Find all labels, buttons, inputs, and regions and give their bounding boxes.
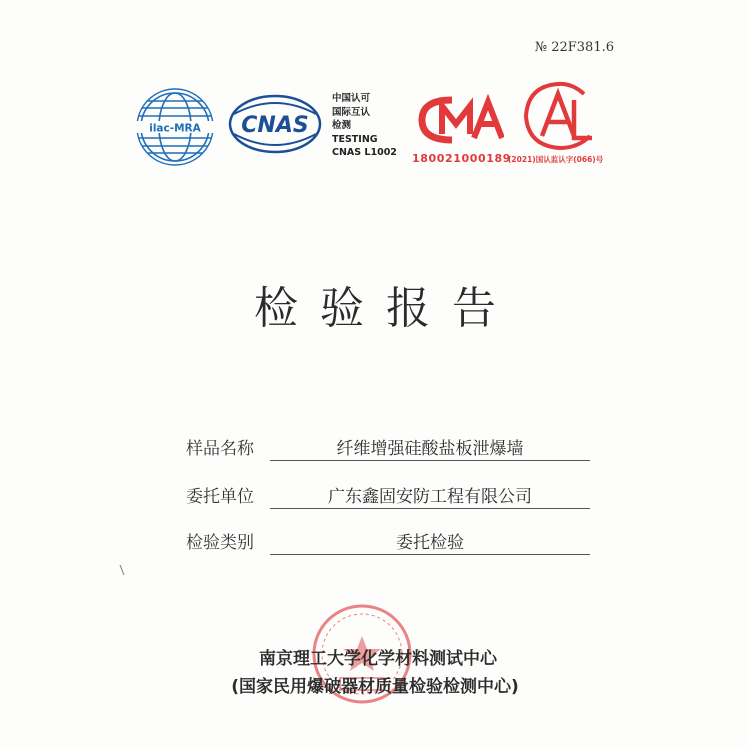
cnas-accreditation-text	[332, 92, 397, 160]
organization-subtitle: (国家民用爆破器材质量检验检测中心)	[231, 677, 519, 697]
cnas-text-line: CNAS L1002	[332, 147, 397, 158]
cnas-text-line: 中国认可	[332, 93, 371, 104]
cal-number: (2021)国认监认字(066)号	[508, 155, 604, 164]
field-value: 广东鑫固安防工程有限公司	[328, 487, 532, 507]
field-value: 纤维增强硅酸盐板泄爆墙	[336, 439, 524, 459]
cnas-logo-icon	[228, 94, 322, 154]
report-number: № 22F381.6	[534, 40, 614, 55]
ilac-mra-logo-icon	[134, 86, 216, 168]
field-value: 委托检验	[396, 533, 464, 553]
scan-mark	[119, 564, 125, 576]
cnas-text-line: TESTING	[332, 133, 378, 145]
field-label: 委托单位	[186, 487, 254, 507]
cal-logo-icon	[520, 80, 598, 152]
cnas-logo-text: CNAS	[241, 113, 309, 138]
organization-name: 南京理工大学化学材料测试中心	[259, 649, 497, 669]
field-label: 检验类别	[186, 533, 254, 553]
field-label: 样品名称	[186, 439, 254, 459]
cnas-text-line: 国际互认	[332, 106, 371, 118]
underline	[270, 508, 590, 509]
underline	[270, 554, 590, 555]
cnas-text-line: 检测	[332, 120, 352, 131]
accreditation-logos	[132, 82, 612, 172]
cma-logo-icon	[412, 94, 504, 146]
report-title: 检验报告	[254, 283, 518, 334]
cma-number: 180021000189	[412, 152, 512, 165]
ilac-logo-text: ilac-MRA	[149, 122, 201, 135]
underline	[270, 460, 590, 461]
